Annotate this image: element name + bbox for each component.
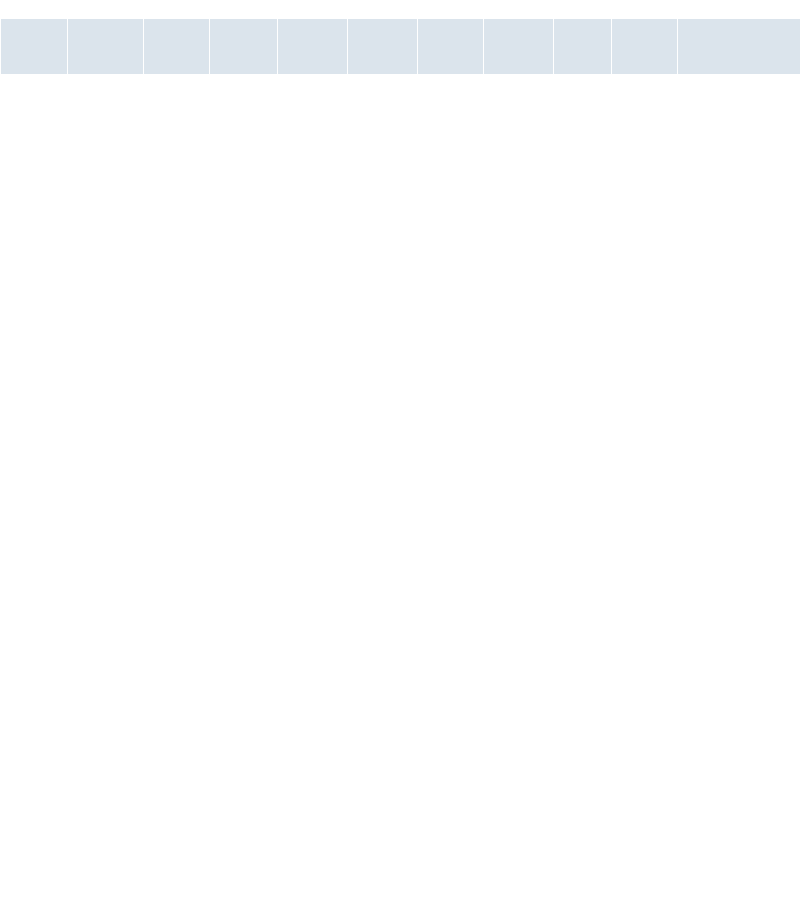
header-throttle [144, 19, 210, 74]
motor-data-table-bottom [0, 19, 800, 74]
benchtest-disclaimer [0, 10, 800, 19]
header-torque [484, 19, 554, 74]
header-operating-temperature [678, 19, 800, 74]
header-voltage [210, 19, 278, 74]
header-rpm [418, 19, 484, 74]
notes-section [0, 0, 800, 19]
header-thrust [554, 19, 612, 74]
motor-temperature-note [0, 0, 800, 10]
header-efficiency [612, 19, 678, 74]
header-propeller [68, 19, 144, 74]
header-current [278, 19, 348, 74]
header-type [1, 19, 68, 74]
header-power [348, 19, 418, 74]
table-header-row [1, 19, 800, 74]
